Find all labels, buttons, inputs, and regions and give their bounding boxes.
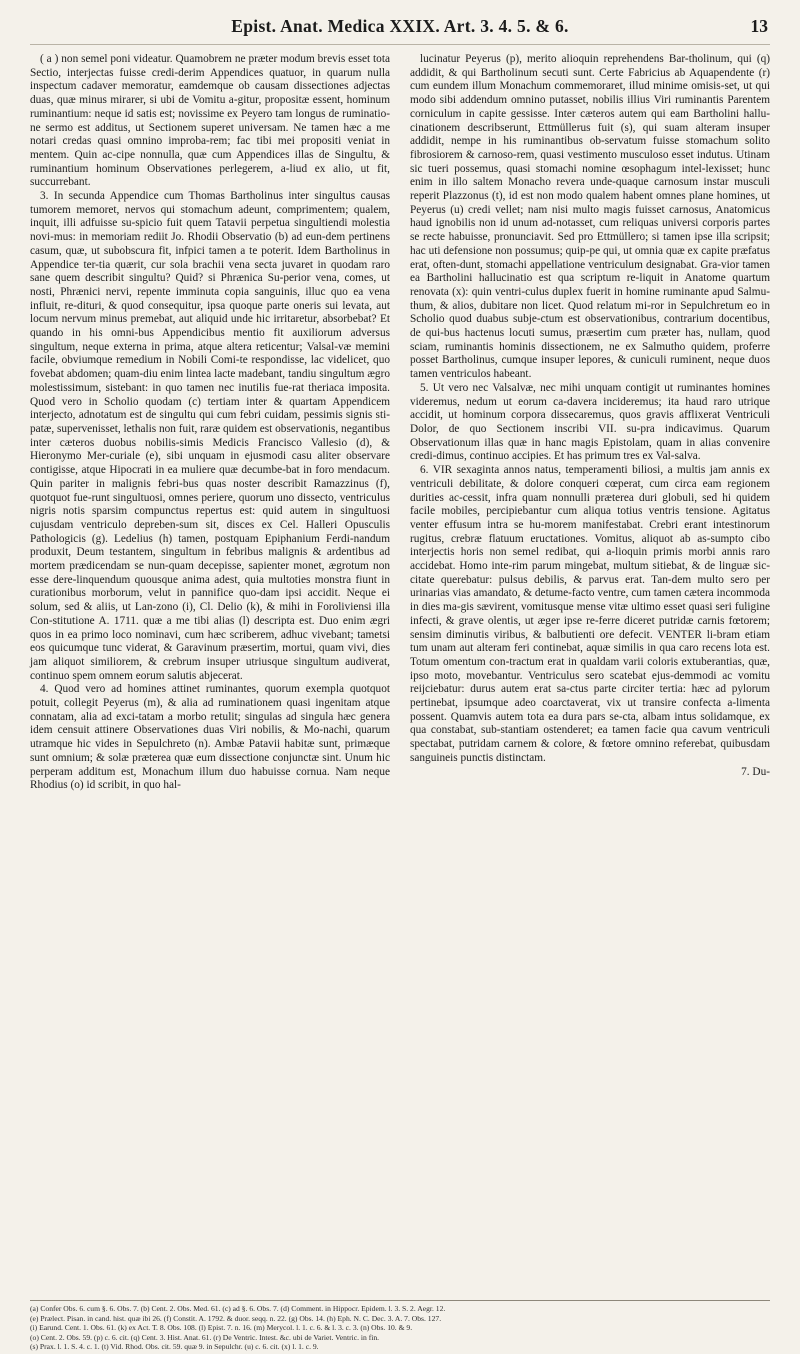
footnote-line: (e) Prælect. Pisan. in cand. hist. quæ ibi 26. (f) Constit. A. 1792. & duor. seqq. n. 22. (g) Obs. 14. (h) Eph. N. C. Dec. 3. A. 7. Obs. 127. bbox=[30, 1313, 442, 1323]
footnote-line: (a) Confer Obs. 6. cum §. 6. Obs. 7. (b) Cent. 2. Obs. Med. 61. (c) ad §. 6. Obs. 7. (d) Comment. in Hippocr. Epidem. l. 3. S. 2. Aegr. 12. bbox=[30, 1304, 446, 1313]
paragraph: ( a ) non semel poni videatur. Quamobrem ne præter modum brevis esset tota Sectio, interjectas fuisse credi-derim Appendices quatuor, in quarum nulla inspectum cadaver memoratur, eamdemque ob causam dissectiones adjectas duas, quæ minus mirarer, si ubi de Vomitu a-gitur, propositæ essent, hominum ruminantium: neque id satis est; novissime ex Peyero tam longus de ruminatio-ne sermo est additus, ut Sectionem superet universam. Ne tamen hæc a me notari credas quasi omnino improba-rem; fac tibi mei propositi veniat in mentem. Quin ac-cipe nonnulla, quæ cum Appendices illas de Singultu, & ruminantium hominum Observationes perlegerem, a-liud ex alio, ut fit, succurrebant. bbox=[30, 53, 390, 189]
paragraph: 6. VIR sexaginta annos natus, temperamenti biliosi, a multis jam annis ex ventriculi debilitate, & dolore conqueri cœperat, cum circa eam regionem durities ac-cessit, infra quam nonnulli præterea duri globuli, sed hi quidem facile mobiles, percipiebantur cum aliqua totius ventris tensione. Agitatus venter effusum intra se hu-morem manifestabat. Crebri erant intestinorum rugitus, crebræ flatuum eructationes. Vomitus, aliquot ab as-sumpto cibo interjectis horis non semel redibat, qui a-lioquin primis morbi annis raro accidebat. Homo inte-rim parum mingebat, multum sitiebat, & de linguæ sic-citate querebatur: pulsus debilis, & parvus erat. Tan-dem multo sero per urinarias vias amandato, & detume-facto ventre, cum tamen cætera incommoda in dies ma-gis sævirent, vomitusque mense vitæ ultimo esset quasi seri fuligine infecti, & grave olentis, ut æger ipse re-ferre diceret putridæ carnis fœtorem; sensim diminutis viribus, & balbutienti ore defecit. VENTER li-bram etiam tum unam aut alteram feri continebat, aquæ similis in qua caro recens lota est. Totum omentum con-tractum erat in qualdam varii coloris extuberantias, quæ, ipso moto, movebantur. Ventriculus sero scatebat ejus-demmodi ac vomitu reijciebatur: durus autem erat sa-ctus parte circiter tertia: hæc ad pylorum pertinebat, ipsumque adeo coarctaverat, vix ut transire confecta a-limenta possent. Quamvis autem tota ea dura pars se-cta, albam intus solidamque, ex qua constabat, sub-stantiam ostenderet; ea tamen facie qua cavum ventriculi spectabat, putridam carnem & colore, & fœtore omnino referebat, quibusdam sanguineis punctis distinctam. bbox=[410, 464, 770, 764]
paragraph: 3. In secunda Appendice cum Thomas Bartholinus inter singultus causas tumorem memoret, nervos qui stomachum adeunt, comprimentem; qualem, inquit, illi adfuisse su-spicio fuit quem Tatavii perpetua singultiendi molestia novi-mus: in memoriam rediit Jo. Rhodii Observatio (b) ad eun-dem pertinens casum, quæ, ut subobscura fit, infpici tamen a te poterit. Idem Bartholinus in Appendice ter-tia quærit, cur sola brachii vena secta juvaret in quodam raro sane quem describit singultu? Quid? si Phrænica Su-perior vena, comes, ut nosti, Phrænici nervi, repente imminuta copia sanguinis, illuc quo ea vena influit, re-dituri, & quod consequitur, ipsa quoque parte oneris sui levata, aut locum nervum minus premebat, aut aliquid unde hic irritaretur, absorbebat? Et quando in his omni-bus Appendicibus mentio fit auxiliorum adversus singultum, neque externa in prima, atque altera reticentur; Valsal-væ memini facile, obviumque remedium in Nobili Comi-te respondisse, lac videlicet, quo fovebat abdomen; quam-diu enim lintea lacte madebant, tandiu singultum ægro molestissimum, sistebant: in quo tamen nec inutilis fue-rat theriaca imposita. Quod vero in Scholio quodam (c) tertiam inter & quartam Appendicem interjecto, adnotatum est de singultu qui cum febri cuidam, pessimis signis sti-patæ, supervenisset, lethalis non fuit, raræ quidem est observationis, negantibus inter cæteros duobus nobilis-simis Medicis Francisco Vallesio (d), & Hieronymo Mer-curiale (e), sibi unquam in ejusmodi casu aliter observare contigisse, atque Hipocrati in ea muliere quæ decumbe-bat in foro mendacum. Quin pariter in malignis febri-bus quas noster describit Ramazzinus (f), quotquot fue-runt singultuosi, omnes periere, quorum uno dissecto, ventriculus nigris notis sparsim compunctus repertus est: quid autem in singultuosi cujusdam ventriculo depreben-sum sit, disces ex Cel. Halleri Opusculis Pathologicis (g). Ledelius (h) tamen, postquam Epiphanium Ferdi-nandum produxit, Deum testantem, singultum in febribus malignis & ardentibus ad mortem prædicendam se nun-quam decepisse, sapienter monet, ægrotum non esse dere-linquendum quousque anima adest, quia multoties monstra fiunt in curationibus morborum, velut in pannifice quo-dam ipsi accidit. Neque ei solum, sed & aliis, ut Lan-zono (i), Cl. Delio (k), & mihi in Foroliviensi illa Con-stitutione A. 1711. quæ a me tibi alias (l) descripta est. Duo enim ægri quos in ea primo loco nominavi, cum hæc scriberem, adhuc vivebant; tametsi eos quicumque tunc viderat, & Garavinum præsertim, mortui, quam vivi, dies jam aliquot similiorem, & crebrum insuper utriusque singultum audiverat, continuo spem omnem eorum salutis abjecerat. bbox=[30, 190, 390, 682]
right-column bbox=[410, 53, 770, 793]
paragraph: 5. Ut vero nec Valsalvæ, nec mihi unquam contigit ut ruminantes homines videremus, nedum ut eorum ca-davera incideremus; ita haud raro utrique accidit, ut hominum corpora dissecaremus, quos gravis afflixerat Ventriculi Dolor, de quo Sectionem inscribi VII. su-pra indicavimus. Quarum Observationum illas quæ in hanc magis Epistolam, quam in alias convenire credi-dimus, continuo accipies. Et has primum tres ex Val-salva. bbox=[410, 381, 770, 463]
left-column bbox=[30, 53, 390, 793]
footnote-line: (i) Earund. Cent. 1. Obs. 61. (k) ex Act. T. 8. Obs. 108. (l) Epist. 7. n. 16. (m) Merycol. l. 1. c. 6. & l. 3. c. 3. (n) Obs. 10. & 9. bbox=[30, 1323, 413, 1333]
catchword: 7. Du- bbox=[741, 765, 770, 778]
footnote-line: (o) Cent. 2. Obs. 59. (p) c. 6. cit. (q) Cent. 3. Hist. Anat. 61. (r) De Ventric. Intest. &c. ubi de Variet. Ventric. in fin. bbox=[30, 1332, 380, 1342]
running-title: Epist. Anat. Medica XXIX. Art. 3. 4. 5. & 6. bbox=[231, 16, 569, 36]
paragraph: 4. Quod vero ad homines attinet ruminantes, quorum exempla quotquot potuit, collegit Peyerus (m), & alia ad ruminationem quasi ingenitam atque connatam, alia ad exci-tatam a morbo retulit; singulas ad singula hæc genera idem censuit attinere Observationes duas Viri nobilis, & Mo-nachi, quarum utramque hic vides in Sepulchreto (n). Ambæ Patavii habitæ sunt, primæque sunt omnium; & solæ præterea quæ eum dissectione conjunctæ sint. Unum hic perperam additum est, Monachum illum duo habuisse cornua. Nam neque Rhodius (o) id scribit, in quo hal- bbox=[30, 683, 390, 792]
paragraph: lucinatur Peyerus (p), merito alioquin reprehendens Bar-tholinum, qui (q) addidit, & qui Bartholinum secuti sunt. Certe Fabricius ab Aquapendente (r) cum eundem illum Monachum commemoraret, illud minime omisis-set, ut qui modo sibi addendum omnino putasset, nobilis illius Viri ruminantis Parentem corniculum in capite gessisse. Inter cæteros autem qui eam Bartholini hallu-cinationem describserunt, Ettmüllerus fuit (s), qui suam alteram insuper addidit, nempe in his ruminantibus ob-servatum fuisse stomachum solito fibrosiorem & carnoso-rem, quasi vestimento musculoso esset indutus. Utinam sic tueri possemus, quasi stomachi nomine œsophagum intel-lexisset; hunc enim in illo saltem Monacho revera unde-quaque carnosum instar musculi reperit Plazzonus (t), id est non modo qualem habent omnes plane homines, ut Peyerus (u) credi vellet; nam nisi multo magis fuisset carnosus, Anatomicus haud ignobilis non id unum ad-notasset, cum reliquas universi corporis partes se recte habuisse, pronunciavit. Sed pro Ettmüllero; si tamen ipse illa scripsit; hac uti defensione non possumus; quip-pe qui, ut omnia quæ ex capite præfatus erat, often-dunt, stomachi appellatione ventriculum designabat. Gra-vior tamen ea Bartholini hallucinatio est qua scriptum re-liquit in Anatome quartum renovata (x): quin ventri-culus duplex fuerit in homine ruminante apud Salmu-thum, & alios, dubitare non licet. Quod relatum mi-ror in Sepulchretum eo in Scholio quod duabus subje-ctum est observationibus, contrarium docentibus, de qui-bus hactenus locuti sumus, præsertim cum præter has, nullam, quod sciam, ruminantis hominis dissectionem, ne ex Salmutho quidem, proferre posset Bartholinus, cumque insuper lepores, & cuniculi ruminent, neque duos tamen ventriculos habeant. bbox=[410, 53, 770, 381]
text-columns bbox=[30, 53, 770, 793]
footnote-line: (s) Prax. l. 1. S. 4. c. 1. (t) Vid. Rhod. Obs. cit. 59. quæ 9. in Sepulchr. (u) c. 6. cit. (x) l. 1. c. 9. bbox=[30, 1342, 319, 1352]
page-number: 13 bbox=[750, 16, 768, 36]
running-head bbox=[30, 10, 770, 45]
footnotes bbox=[30, 1300, 770, 1352]
